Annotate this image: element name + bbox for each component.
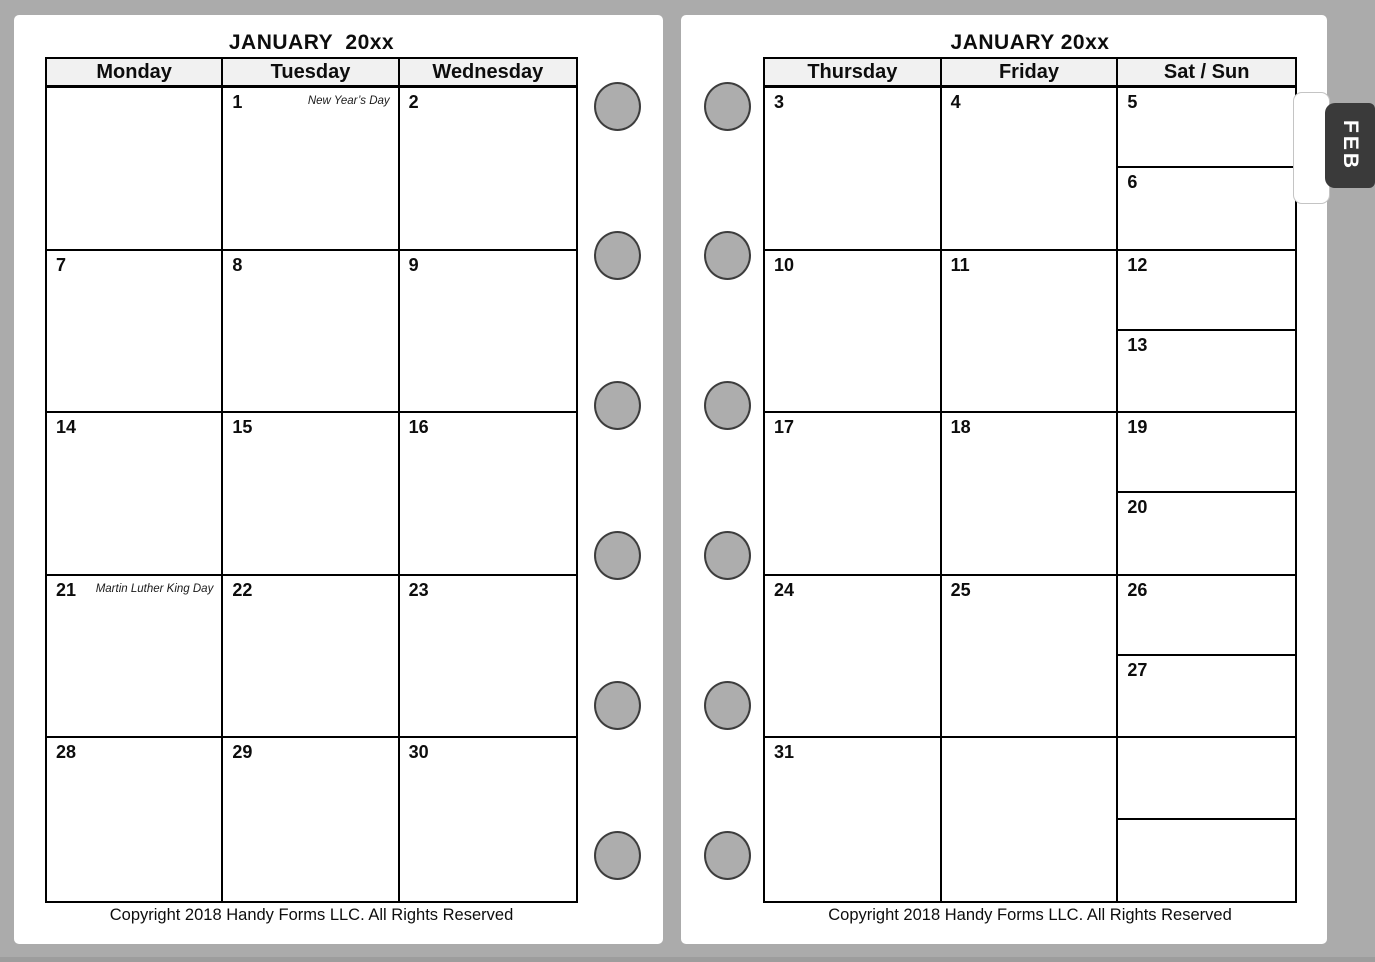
binder-hole [594,681,641,730]
binder-hole [594,82,641,131]
day-number: 1 [232,92,243,112]
day-number: 6 [1127,172,1138,193]
day-cell[interactable] [400,251,576,414]
binder-hole [704,831,751,880]
day-cell[interactable] [942,576,1119,739]
day-cell[interactable] [47,88,223,251]
right-page [681,15,1327,944]
day-cell[interactable] [1118,251,1295,331]
day-cell[interactable] [47,576,223,739]
day-number: 10 [774,254,795,275]
day-cell[interactable] [942,738,1119,901]
weekend-cell [1118,413,1295,576]
day-number: 17 [774,417,795,438]
binder-hole [704,231,751,280]
day-cell[interactable] [1118,576,1295,656]
calendar-grid-right [763,57,1297,903]
day-cell[interactable] [1118,168,1295,248]
day-cell[interactable] [1118,331,1295,411]
day-cell[interactable] [765,576,942,739]
day-number: 5 [1127,92,1138,112]
weekday-header-wednesday: Wednesday [400,59,576,88]
day-cell[interactable] [223,413,399,576]
day-cell[interactable] [942,413,1119,576]
calendar-grid-left [45,57,578,903]
copyright-right: Copyright 2018 Handy Forms LLC. All Rights Reserved [828,906,1232,924]
day-cell[interactable] [400,413,576,576]
copyright-left: Copyright 2018 Handy Forms LLC. All Rights Reserved [109,906,514,924]
binder-hole [594,381,641,430]
month-title-right: JANUARY 20xx [950,31,1110,54]
holiday-note: New Year’s Day [307,95,390,107]
binder-hole [594,831,641,880]
binder-hole [704,381,751,430]
weekday-header-friday: Friday [942,59,1119,88]
day-number: 25 [950,579,971,600]
day-cell[interactable] [400,576,576,739]
weekday-header-thursday: Thursday [765,59,942,88]
day-number: 3 [774,92,785,112]
left-page [14,15,663,944]
day-number: 11 [950,254,970,275]
day-number: 27 [1127,660,1148,681]
holiday-note: Martin Luther King Day [95,582,214,595]
day-cell[interactable] [1118,656,1295,736]
day-cell[interactable] [765,88,942,251]
day-number: 26 [1127,579,1148,600]
day-cell[interactable] [765,251,942,414]
weekend-cell [1118,576,1295,739]
day-number: 21 [56,579,77,600]
day-cell[interactable] [223,576,399,739]
weekend-cell [1118,738,1295,901]
day-cell[interactable] [223,738,399,901]
day-cell[interactable] [47,738,223,901]
weekday-header-satsun: Sat / Sun [1118,59,1295,88]
day-cell[interactable] [942,251,1119,414]
month-title-left: JANUARY 20xx [228,31,395,54]
weekday-header-tuesday: Tuesday [223,59,399,88]
day-cell[interactable] [1118,493,1295,573]
day-cell[interactable] [47,251,223,414]
day-cell[interactable] [765,413,942,576]
day-cell[interactable] [47,413,223,576]
binder-hole [704,531,751,580]
binder-hole [704,681,751,730]
day-cell[interactable] [1118,738,1295,819]
day-number: 22 [232,579,253,600]
day-number: 14 [56,417,77,438]
day-number: 29 [232,742,253,763]
day-cell[interactable] [765,738,942,901]
weekend-cell [1118,251,1295,414]
weekday-header-monday: Monday [47,59,223,88]
day-number: 30 [408,742,429,763]
day-number: 9 [408,254,419,275]
day-cell[interactable] [400,88,576,251]
day-number: 7 [56,254,67,275]
day-cell[interactable] [1118,88,1295,168]
day-number: 8 [232,254,243,275]
day-number: 23 [408,579,429,600]
day-number: 15 [232,417,253,438]
day-number: 20 [1127,497,1148,518]
weekend-cell [1118,88,1295,251]
day-cell[interactable] [1118,820,1295,901]
day-cell[interactable] [942,88,1119,251]
day-number: 19 [1127,417,1148,438]
day-number: 16 [408,417,429,438]
day-cell[interactable] [223,251,399,414]
day-cell[interactable] [1118,413,1295,493]
day-number: 24 [774,579,795,600]
binder-hole [594,231,641,280]
day-number: 13 [1127,334,1148,355]
day-number: 31 [774,742,795,763]
tab-feb[interactable]: FEB [1325,103,1375,188]
day-cell[interactable] [223,88,399,251]
day-number: 18 [950,417,971,438]
day-number: 2 [408,92,419,112]
binder-hole [704,82,751,131]
day-cell[interactable] [400,738,576,901]
day-number: 4 [950,92,961,112]
day-number: 12 [1127,254,1148,275]
day-number: 28 [56,742,77,763]
binder-hole [594,531,641,580]
